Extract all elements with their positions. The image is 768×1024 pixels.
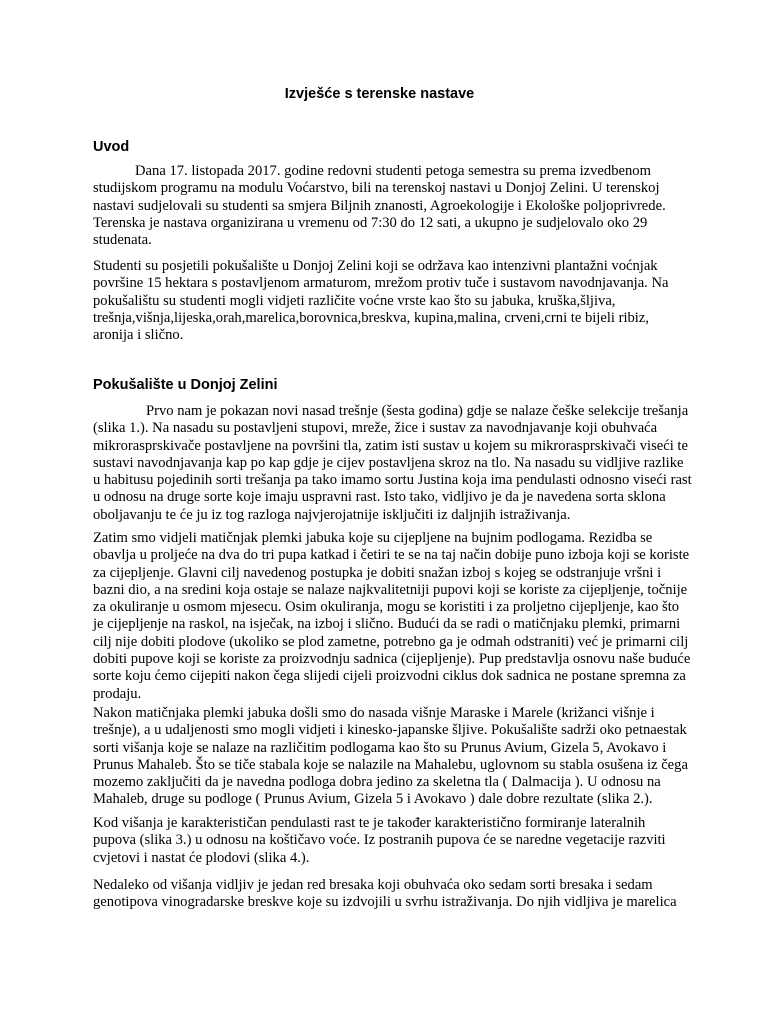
paragraph-line: mikrorasprskivače postavljene na površini tla, zatim isti sustav u kojem su mikrorasprskivači viseći te <box>93 437 688 454</box>
paragraph-line: aronija i slično. <box>93 327 184 344</box>
paragraph-line: Nedaleko od višanja vidljiv je jedan red bresaka koji obuhvaća oko sedam sorti bresaka i sedam <box>93 877 653 893</box>
paragraph-line: za cijepljenje. Glavni cilj navedenog postupka je dobiti snažan izboj s kojeg se odstranjuje vršni i <box>93 564 662 581</box>
paragraph-line: genotipova vinogradarske breskve koje su izdvojili u svrhu istraživanja. Do njih vidljiva je marelica <box>93 894 677 911</box>
paragraph-line: za okuliranje u osmom mjesecu. Osim okuliranja, mogu se koristiti i za proljetno cijepljenje, kao što <box>93 599 680 616</box>
paragraph-line: Zatim smo vidjeli matičnjak plemki jabuka koje su cijepljene na bujnim podlogama. Rezidba se <box>93 530 653 546</box>
paragraph-line: Kod višanja je karakterističan pendulasti rast te je također karakteristično formiranje lateralnih <box>93 815 646 831</box>
paragraph-line: Prvo nam je pokazan novi nasad trešnje (šesta godina) gdje se nalaze češke selekcije trešanja <box>146 403 689 419</box>
paragraph-line: Dana 17. listopada 2017. godine redovni studenti petoga semestra su prema izvedbenom <box>135 163 651 179</box>
document-title: Izvješće s terenske nastave <box>284 86 475 102</box>
paragraph-line: sustavi navodnjavanja kap po kap gdje je cijev postavljena skroz na tlo. Na nasadu su vidljive razlike <box>93 454 684 471</box>
paragraph-line: Mahaleb, druge su podloge ( Prunus Avium, Gizela 5 i Avokavo ) dale dobre rezultate (slika 2.). <box>93 791 653 808</box>
paragraph-line: trešnja,višnja,lijeska,orah,marelica,borovnica,breskva, kupina,malina, crveni,crni te bijeli ribiz, <box>93 309 649 326</box>
section-heading-pokusaliste: Pokušalište u Donjoj Zelini <box>93 377 278 393</box>
paragraph-line: Studenti su posjetili pokušalište u Donjoj Zelini koji se održava kao intenzivni plantažni voćnjak <box>93 258 658 274</box>
paragraph-line: dobiti pupove koji se koriste za proizvodnju sadnica (cijepljenje). Pup predstavlja osnovu naše buduće <box>93 651 691 668</box>
paragraph-line: sorte koju ćemo cijepiti nakon čega slijedi cijeli proizvodni ciklus dok sadnica ne postane spremna za <box>93 668 686 685</box>
paragraph-body-1 <box>93 403 692 524</box>
paragraph-line: pokušalištu su studenti mogli vidjeti različite voćne vrste kao što su jabuka, kruška,šljiva, <box>93 292 616 309</box>
paragraph-line: Terenska je nastava organizirana u vremenu od 7:30 do 12 sati, a ukupno je sudjelovalo oko 29 <box>93 214 648 231</box>
paragraph-body-5 <box>93 877 677 912</box>
paragraph-line: je cijepljenje na raskol, na isječak, na izboj i slično. Budući da se radi o matičnjaku plemki, primarni <box>93 616 681 633</box>
section-heading-uvod: Uvod <box>93 139 130 155</box>
paragraph-line: u habitusu pojedinih sorti trešanja pa tako imamo sortu Justina koja ima pendulasti odnosno viseći rast <box>93 472 692 489</box>
paragraph-line: sorti višanja koje se nalaze na različitim podlogama kao što su Prunus Avium, Gizela 5, Avokavo i <box>93 739 667 756</box>
paragraph-line: cvjetovi i nastat će plodovi (slika 4.). <box>93 849 310 866</box>
paragraph-line: površine 15 hektara s postavljenom armaturom, mrežom protiv tuče i sustavom navodnjavanja. Na <box>93 275 669 292</box>
paragraph-line: studijskom programu na modulu Voćarstvo, bili na terenskoj nastavi u Donjoj Zelini. U terenskoj <box>93 180 660 197</box>
paragraph-body-4 <box>93 815 666 867</box>
paragraph-line: prodaju. <box>93 685 142 702</box>
paragraph-line: bazni dio, a na sredini koja ostaje se nalaze najkvalitetniji pupovi koji se koriste za cijepljenje, točnije <box>93 581 688 598</box>
paragraph-line: studenata. <box>93 232 152 249</box>
paragraph-line: Nakon matičnjaka plemki jabuka došli smo do nasada višnje Maraske i Marele (križanci višnje i <box>93 705 655 721</box>
paragraph-intro-1 <box>93 163 666 249</box>
paragraph-line: (slika 1.). Na nasadu su postavljeni stupovi, mreže, žice i sustav za navodnjavanje koji obuhvaća <box>93 420 658 437</box>
paragraph-line: Prunus Mahaleb. Što se tiče stabala koje se nalazile na Mahalebu, uglovnom su stabla osušena iz čega <box>93 756 688 773</box>
paragraph-line: pupova (slika 3.) u odnosu na koštičavo voće. Iz postranih pupova će se naredne vegetacije razviti <box>93 832 666 849</box>
paragraph-line: cilj nije dobiti plodove (ukoliko se plod zametne, potrebno ga je odmah odstraniti) već je primarni cilj <box>93 633 689 650</box>
paragraph-body-2 <box>93 530 691 703</box>
paragraph-line: obolјavanju te će ju iz tog razloga najvjerojatnije isključiti iz daljnjih istraživanja. <box>93 506 571 523</box>
paragraph-line: obavlja u proljeće na dva do tri pupa katkad i četiri te se na taj način dobije puno izboja koji se koriste <box>93 547 690 564</box>
paragraph-line: trešnje), a u udaljenosti smo mogli vidjeti i kinesko-japanske šljive. Pokušalište sadrži oko petnaestak <box>93 722 687 739</box>
paragraph-line: nastavi sudjelovali su studenti sa smjera Biljnih znanosti, Agroekologije i Ekološke poljoprivrede. <box>93 197 666 214</box>
paragraph-intro-2 <box>93 258 669 344</box>
paragraph-line: mozemo zaključiti da je navedna podloga dobra jedino za skeletna tla ( Dalmacija ). U odnosu na <box>93 774 661 791</box>
paragraph-body-3 <box>93 705 688 809</box>
paragraph-line: u odnosu na druge sorte koje imaju uspravni rast. Isto tako, vidljivo je da je navedena sorta sklona <box>93 489 666 506</box>
